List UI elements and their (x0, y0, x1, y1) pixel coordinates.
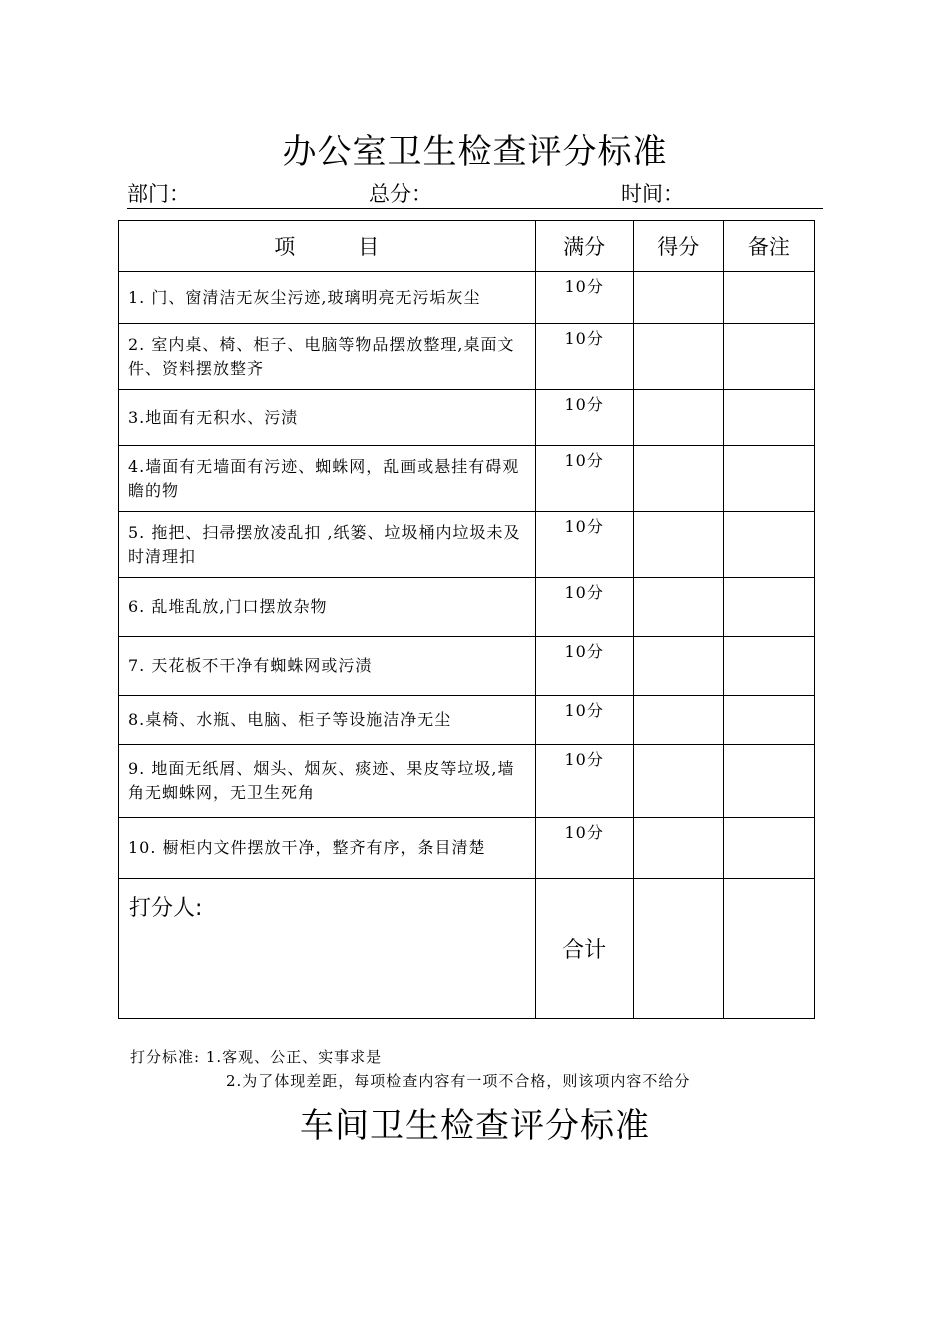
header-full-score: 满分 (535, 221, 633, 272)
header-item: 项 目 (119, 221, 536, 272)
score-cell[interactable] (633, 818, 723, 879)
total-label: 合计 (535, 879, 633, 1019)
remarks-cell[interactable] (723, 818, 814, 879)
full-score-cell: 10分 (535, 818, 633, 879)
item-text: 9. 地面无纸屑、烟头、烟灰、痰迹、果皮等垃圾,墙角无蜘蛛网，无卫生死角 (119, 745, 536, 818)
item-text: 1. 门、窗清洁无灰尘污迹,玻璃明亮无污垢灰尘 (119, 272, 536, 324)
table-row (119, 324, 815, 390)
score-cell[interactable] (633, 696, 723, 745)
table-header-row (119, 221, 815, 272)
full-score-cell: 10分 (535, 745, 633, 818)
remarks-cell[interactable] (723, 390, 814, 446)
workshop-title: 车间卫生检查评分标准 (300, 1106, 650, 1146)
item-text: 2. 室内桌、椅、柜子、电脑等物品摆放整理,桌面文件、资料摆放整齐 (119, 324, 536, 390)
page-title: 办公室卫生检查评分标准 (282, 132, 668, 172)
header-remarks: 备注 (723, 221, 814, 272)
header-info-line (127, 180, 823, 209)
remarks-cell[interactable] (723, 696, 814, 745)
item-text: 6. 乱堆乱放,门口摆放杂物 (119, 578, 536, 637)
score-table (118, 220, 815, 1019)
remarks-cell[interactable] (723, 272, 814, 324)
full-score-cell: 10分 (535, 637, 633, 696)
table-row (119, 637, 815, 696)
item-text: 8.桌椅、水瓶、电脑、柜子等设施洁净无尘 (119, 696, 536, 745)
score-cell[interactable] (633, 324, 723, 390)
total-score-label: 总分： (369, 182, 432, 206)
remarks-cell[interactable] (723, 578, 814, 637)
score-cell[interactable] (633, 446, 723, 512)
remarks-cell[interactable] (723, 637, 814, 696)
table-row (119, 390, 815, 446)
item-text: 10. 橱柜内文件摆放干净，整齐有序，条目清楚 (119, 818, 536, 879)
table-row (119, 696, 815, 745)
table-row (119, 745, 815, 818)
scoring-criteria-line-1: 打分标准: 1.客观、公正、实事求是 (130, 1048, 383, 1066)
full-score-cell: 10分 (535, 446, 633, 512)
table-row (119, 818, 815, 879)
item-text: 5. 拖把、扫帚摆放凌乱扣 ,纸篓、垃圾桶内垃圾未及时清理扣 (119, 512, 536, 578)
department-label: 部门： (127, 182, 190, 206)
table-row (119, 272, 815, 324)
total-score-cell[interactable] (633, 879, 723, 1019)
header-score: 得分 (633, 221, 723, 272)
remarks-cell[interactable] (723, 512, 814, 578)
scorer-label: 打分人: (119, 879, 536, 1019)
total-remarks-cell[interactable] (723, 879, 814, 1019)
table-row (119, 512, 815, 578)
score-cell[interactable] (633, 637, 723, 696)
full-score-cell: 10分 (535, 512, 633, 578)
score-cell[interactable] (633, 578, 723, 637)
remarks-cell[interactable] (723, 324, 814, 390)
full-score-cell: 10分 (535, 272, 633, 324)
time-label: 时间： (621, 182, 684, 206)
score-cell[interactable] (633, 745, 723, 818)
table-footer-row (119, 879, 815, 1019)
score-cell[interactable] (633, 272, 723, 324)
remarks-cell[interactable] (723, 745, 814, 818)
table-row (119, 578, 815, 637)
item-text: 4.墙面有无墙面有污迹、蜘蛛网，乱画或悬挂有碍观瞻的物 (119, 446, 536, 512)
scoring-criteria-line-2: 2.为了体现差距，每项检查内容有一项不合格，则该项内容不给分 (226, 1072, 691, 1090)
table-row (119, 446, 815, 512)
item-text: 3.地面有无积水、污渍 (119, 390, 536, 446)
full-score-cell: 10分 (535, 696, 633, 745)
score-cell[interactable] (633, 512, 723, 578)
item-text: 7. 天花板不干净有蜘蛛网或污渍 (119, 637, 536, 696)
full-score-cell: 10分 (535, 324, 633, 390)
full-score-cell: 10分 (535, 390, 633, 446)
full-score-cell: 10分 (535, 578, 633, 637)
remarks-cell[interactable] (723, 446, 814, 512)
score-cell[interactable] (633, 390, 723, 446)
